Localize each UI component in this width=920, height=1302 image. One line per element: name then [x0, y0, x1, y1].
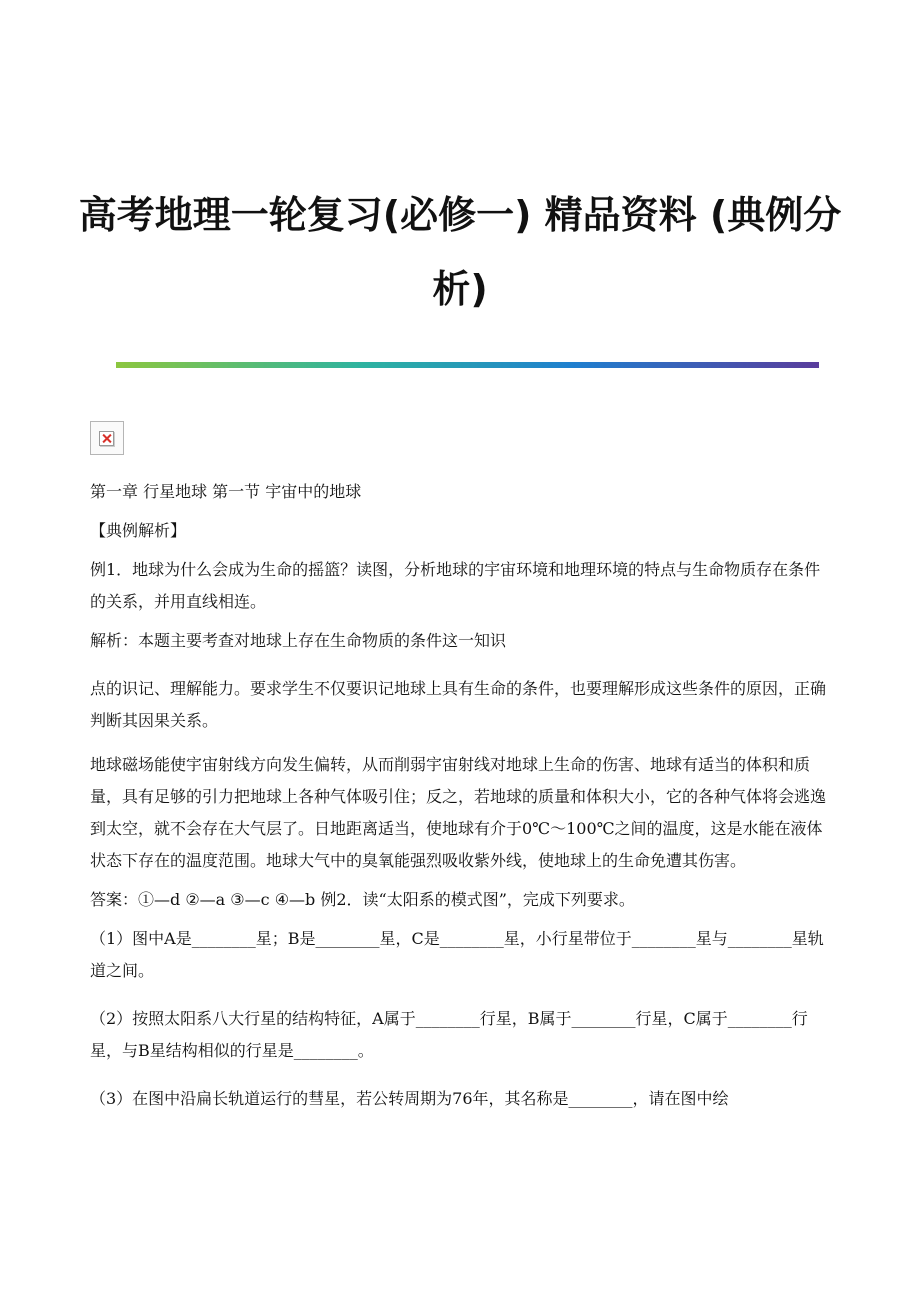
- analysis-intro: 解析：本题主要考查对地球上存在生命物质的条件这一知识: [90, 631, 507, 650]
- analysis-continued: 点的识记、理解能力。要求学生不仅要识记地球上具有生命的条件，也要理解形成这些条件的原因，正确判断其因果关系。: [90, 679, 827, 730]
- question-3: （3）在图中沿扁长轨道运行的彗星，若公转周期为76年，其名称是________，请在图中绘: [90, 1089, 729, 1108]
- broken-image-x-icon: [99, 431, 114, 446]
- chapter-heading: 第一章 行星地球 第一节 宇宙中的地球: [90, 482, 362, 501]
- document-body: [90, 476, 832, 1115]
- example-1-question: 例1．地球为什么会成为生命的摇篮？读图，分析地球的宇宙环境和地理环境的特点与生命物质存在条件的关系，并用直线相连。: [90, 560, 821, 611]
- analysis-detail: 地球磁场能使宇宙射线方向发生偏转，从而削弱宇宙射线对地球上生命的伤害、地球有适当的体积和质量，具有足够的引力把地球上各种气体吸引住；反之，若地球的质量和体积大小，它的各种气体将会逃逸到太空，就不会存在大气层了。日地距离适当，使地球有介于0℃～100℃之间的温度，这是水能在液体状态下存在的温度范围。地球大气中的臭氧能强烈吸收紫外线，使地球上的生命免遭其伤害。: [90, 755, 827, 870]
- title-divider: [116, 362, 819, 368]
- question-2: （2）按照太阳系八大行星的结构特征，A属于________行星，B属于________行星，C属于________行星，与B星结构相似的行星是________。: [90, 1009, 808, 1060]
- question-1: （1）图中A是________星；B是________星，C是________星，小行星带位于________星与________星轨道之间。: [90, 929, 824, 980]
- answer-and-example-2: 答案：①—d ②—a ③—c ④—b 例2．读“太阳系的模式图”，完成下列要求。: [90, 890, 635, 909]
- document-title: 高考地理一轮复习(必修一) 精品资料 (典例分析): [78, 193, 842, 311]
- section-heading: 【典例解析】: [90, 521, 187, 540]
- broken-image-icon: [90, 421, 124, 455]
